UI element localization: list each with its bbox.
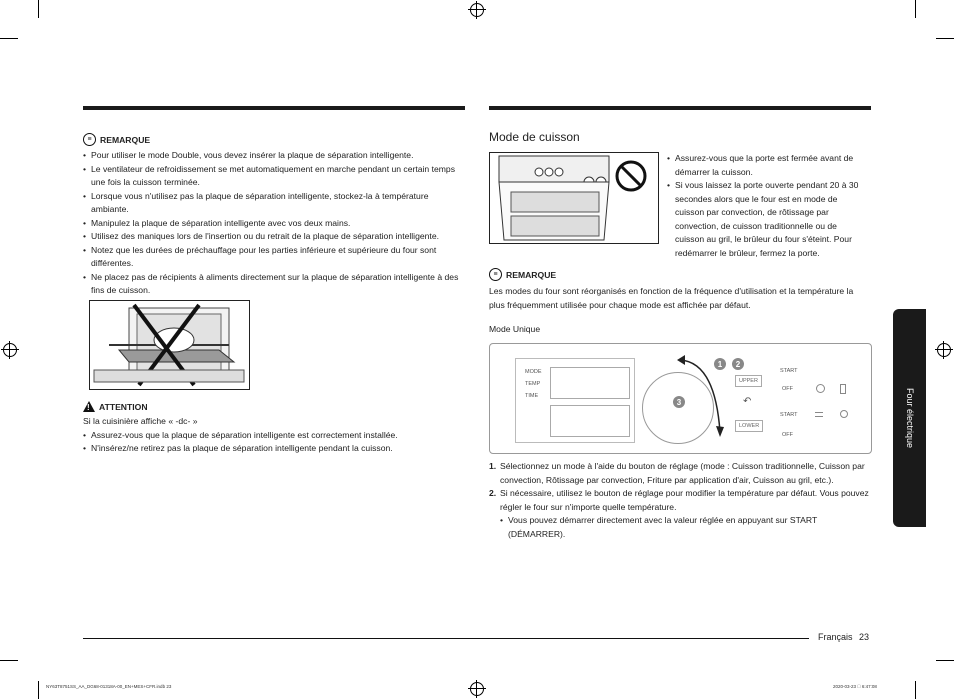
callout-1: 1 xyxy=(714,358,726,370)
off-lower-button[interactable]: OFF xyxy=(782,432,793,438)
print-footer-left: NY63T8751SS_AA_DG68-01318A-00_EN+MES+CFR.indb 23 xyxy=(46,684,172,689)
door-bullets xyxy=(667,152,867,260)
crop-mark xyxy=(0,38,18,39)
timer-icon[interactable] xyxy=(816,384,825,393)
start-upper-button[interactable]: START xyxy=(780,368,798,374)
note-text: Les modes du four sont réorganisés en fonction de la fréquence d'utilisation et la température la plus fréquemment utilisée pour chaque mode est affichée par défaut. xyxy=(489,286,854,310)
temp-label: TEMP xyxy=(525,381,541,387)
print-footer-right: 2020-03-23 ￿ 6:47:08 xyxy=(833,684,877,689)
attention-heading: ! ATTENTION xyxy=(83,401,465,412)
note-item: • Lorsque vous n'utilisez pas la plaque de séparation intelligente, stockez-la à température ambiante. xyxy=(83,190,465,217)
start-lower-button[interactable]: START xyxy=(780,412,798,418)
light-icon[interactable] xyxy=(840,384,846,394)
lock-icon[interactable] xyxy=(840,410,848,418)
oven-plate-illustration xyxy=(89,300,250,390)
registration-mark-icon xyxy=(3,343,17,357)
section-title: Mode de cuisson xyxy=(489,130,580,144)
crop-mark xyxy=(38,0,39,18)
crop-mark xyxy=(38,681,39,699)
note-icon: ≡ xyxy=(83,133,96,146)
note-item: • Notez que les durées de préchauffage pour les parties inférieure et supérieure du four sont différentes. xyxy=(83,244,465,271)
upper-button[interactable]: UPPER xyxy=(735,375,762,387)
note-item: • Le ventilateur de refroidissement se met automatiquement en marche pendant un certain temps une fois la cuisson terminée. xyxy=(83,163,465,190)
page-number: 23 xyxy=(859,632,870,642)
attention-item: • Assurez-vous que la plaque de séparation intelligente est correctement installée. xyxy=(83,429,465,443)
back-icon[interactable]: ↶ xyxy=(743,396,752,407)
note-list xyxy=(83,149,465,298)
footer-language: Français xyxy=(818,632,853,642)
upper-display xyxy=(550,367,630,399)
step-2: 2. Si nécessaire, utilisez le bouton de réglage pour modifier la température par défaut. Vous pouvez régler le four sur n'importe quelle température. xyxy=(489,488,869,512)
settings-icon[interactable] xyxy=(815,412,823,417)
footer-rule xyxy=(83,638,809,639)
crop-mark xyxy=(936,38,954,39)
side-tab: Four électrique xyxy=(893,309,926,527)
steps xyxy=(489,460,869,541)
registration-mark-icon xyxy=(470,682,484,696)
mode-unique-label: Mode Unique xyxy=(489,324,541,334)
warning-icon: ! xyxy=(83,401,95,412)
door-bullet: • Si vous laissez la porte ouverte pendant 20 à 30 secondes alors que le four est en mode de cuisson par convection, de rôtissage par convection, de cuisson traditionnelle ou de cuisson au gril, le brûleur du four s'éteint. Pour redémarrer le brûleur, fermez la porte. xyxy=(667,179,867,260)
note-icon: ≡ xyxy=(489,268,502,281)
section-rule xyxy=(83,106,465,110)
off-upper-button[interactable]: OFF xyxy=(782,386,793,392)
note-item: • Pour utiliser le mode Double, vous devez insérer la plaque de séparation intelligente. xyxy=(83,149,465,163)
registration-mark-icon xyxy=(937,343,951,357)
step-2-sub: • Vous pouvez démarrer directement avec la valeur réglée en appuyant sur START (DÉMARRER). xyxy=(500,514,869,541)
step-1: 1. Sélectionnez un mode à l'aide du bouton de réglage (mode : Cuisson traditionnelle, Cuisson par convection, Rôtissage par convection, Friture par application d'air, Cuisson au gril, etc.). xyxy=(489,461,865,485)
registration-mark-icon xyxy=(470,3,484,17)
callout-3: 3 xyxy=(673,396,685,408)
note-item: • Utilisez des maniques lors de l'insertion ou du retrait de la plaque de séparation intelligente. xyxy=(83,230,465,244)
note-heading: ≡ REMARQUE xyxy=(489,268,871,281)
section-rule xyxy=(489,106,871,110)
oven-door-illustration xyxy=(489,152,659,244)
note-heading: ≡ REMARQUE xyxy=(83,133,465,146)
lower-button[interactable]: LOWER xyxy=(735,420,763,432)
crop-mark xyxy=(915,681,916,699)
lower-display xyxy=(550,405,630,437)
callout-2: 2 xyxy=(732,358,744,370)
crop-mark xyxy=(936,660,954,661)
mode-label: MODE xyxy=(525,369,542,375)
attention-block xyxy=(83,401,465,456)
display-area xyxy=(515,358,635,443)
note-item: • Ne placez pas de récipients à aliments directement sur la plaque de séparation intelligente à des fins de cuisson. xyxy=(83,271,465,298)
right-note xyxy=(489,268,871,312)
control-panel xyxy=(489,343,872,454)
door-bullet: • Assurez-vous que la porte est fermée avant de démarrer la cuisson. xyxy=(667,152,867,179)
crop-mark xyxy=(0,660,18,661)
crop-mark xyxy=(915,0,916,18)
note-item: • Manipulez la plaque de séparation intelligente avec vos deux mains. xyxy=(83,217,465,231)
attention-item: • N'insérez/ne retirez pas la plaque de séparation intelligente pendant la cuisson. xyxy=(83,442,465,456)
time-label: TIME xyxy=(525,393,539,399)
left-column xyxy=(83,133,465,298)
attention-intro: Si la cuisinière affiche « -dc- » xyxy=(83,416,198,426)
